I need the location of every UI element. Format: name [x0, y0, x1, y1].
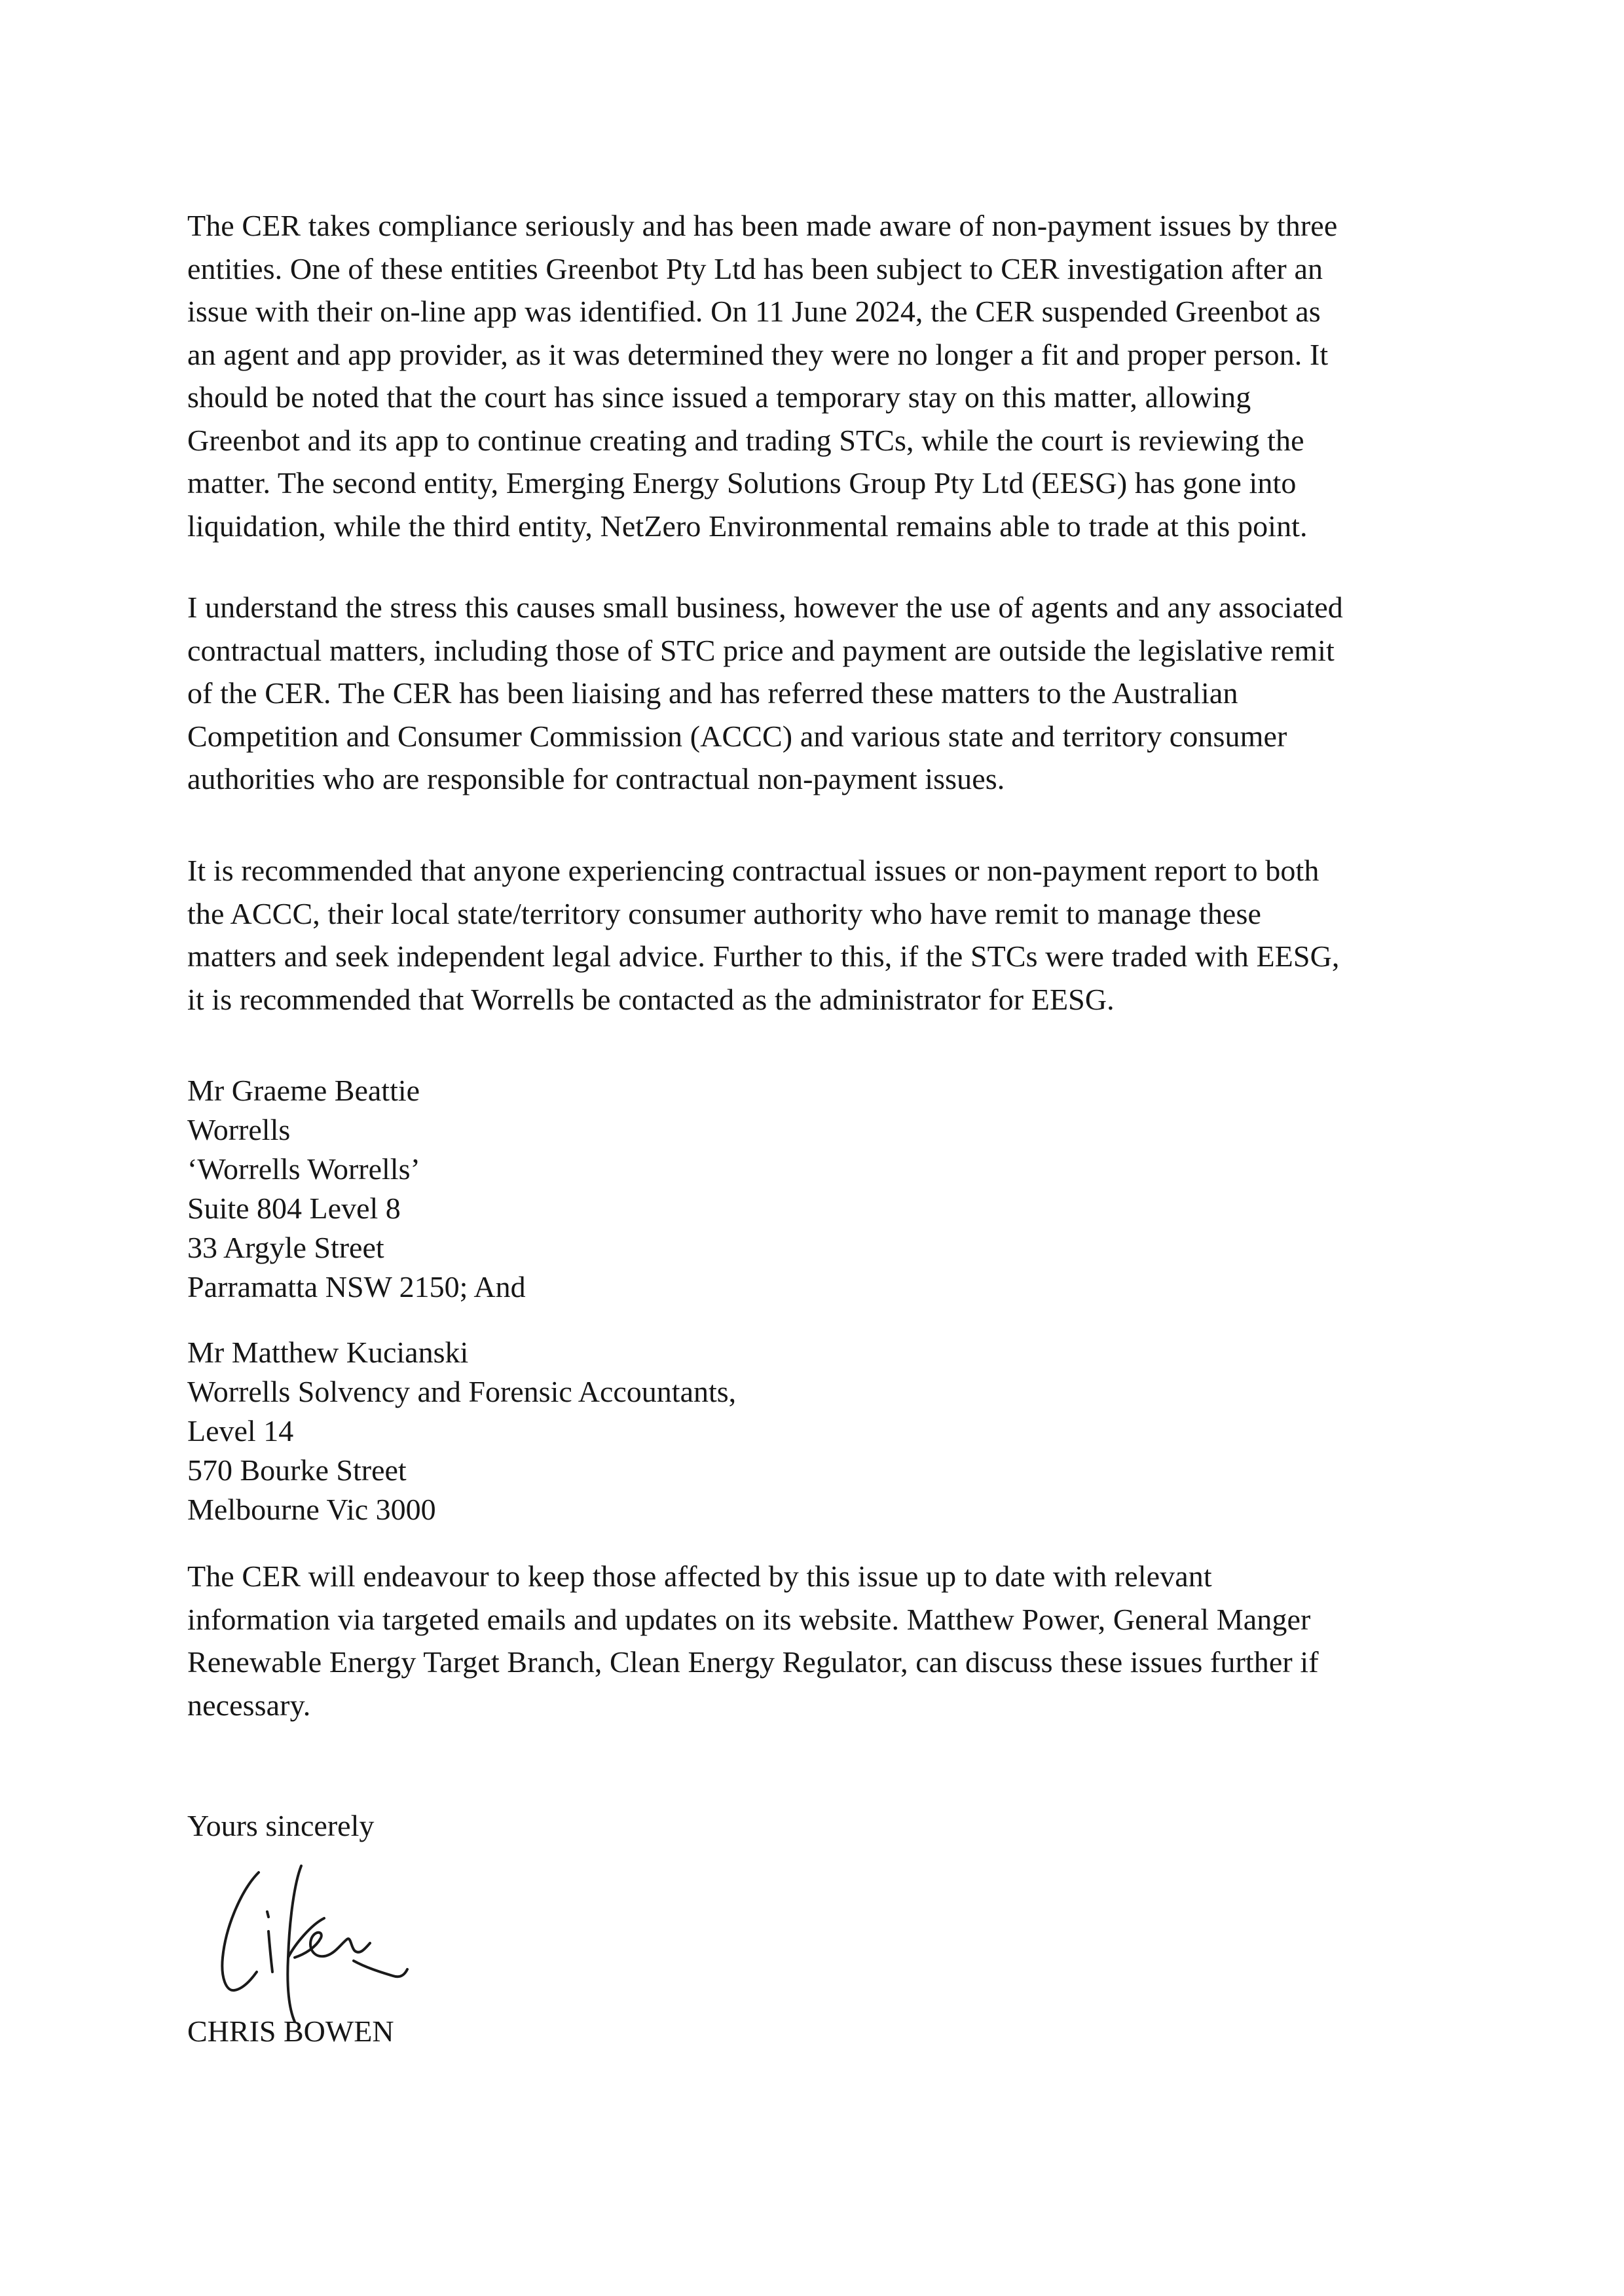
- address-line: Melbourne Vic 3000: [187, 1493, 436, 1526]
- text-line: authorities who are responsible for contractual non-payment issues.: [187, 762, 1005, 795]
- address-line: Mr Matthew Kucianski: [187, 1336, 469, 1369]
- address-line: ‘Worrells Worrells’: [187, 1152, 420, 1186]
- handwritten-signature: [196, 1827, 432, 2023]
- text-line: necessary.: [187, 1688, 311, 1722]
- text-line: it is recommended that Worrells be contacted as the administrator for EESG.: [187, 982, 1115, 1016]
- closing-salutation: Yours sincerely: [187, 1809, 375, 1842]
- address-line: Worrells Solvency and Forensic Accountants,: [187, 1375, 737, 1408]
- address-line: Parramatta NSW 2150; And: [187, 1270, 526, 1303]
- text-line: issue with their on-line app was identified. On 11 June 2024, the CER suspended Greenbot as: [187, 295, 1321, 328]
- text-line: The CER will endeavour to keep those affected by this issue up to date with relevant: [187, 1559, 1212, 1593]
- text-line: matters and seek independent legal advice. Further to this, if the STCs were traded with EESG,: [187, 939, 1340, 973]
- text-line: Renewable Energy Target Branch, Clean Energy Regulator, can discuss these issues further if: [187, 1645, 1319, 1679]
- paragraph-updates: [187, 1555, 1497, 1726]
- text-line: contractual matters, including those of STC price and payment are outside the legislative remit: [187, 633, 1335, 667]
- text-line: The CER takes compliance seriously and has been made aware of non-payment issues by three: [187, 209, 1338, 242]
- text-line: of the CER. The CER has been liaising and has referred these matters to the Australian: [187, 676, 1238, 710]
- address-line: Level 14: [187, 1414, 294, 1448]
- text-line: I understand the stress this causes small business, however the use of agents and any associated: [187, 591, 1343, 624]
- address-block-beattie: [187, 1071, 526, 1307]
- text-line: an agent and app provider, as it was determined they were no longer a fit and proper person. It: [187, 337, 1329, 371]
- paragraph-compliance: [187, 204, 1497, 547]
- text-line: the ACCC, their local state/territory consumer authority who have remit to manage these: [187, 896, 1261, 930]
- text-line: It is recommended that anyone experiencing contractual issues or non-payment report to both: [187, 854, 1320, 887]
- text-line: information via targeted emails and updates on its website. Matthew Power, General Manger: [187, 1602, 1311, 1636]
- text-line: Greenbot and its app to continue creating and trading STCs, while the court is reviewing the: [187, 423, 1304, 457]
- text-line: Competition and Consumer Commission (ACCC) and various state and territory consumer: [187, 719, 1287, 753]
- address-line: Worrells: [187, 1113, 291, 1146]
- text-line: entities. One of these entities Greenbot Pty Ltd has been subject to CER investigation after an: [187, 251, 1323, 285]
- signer-name: CHRIS BOWEN: [187, 2014, 394, 2048]
- address-line: 570 Bourke Street: [187, 1453, 407, 1487]
- text-line: matter. The second entity, Emerging Energy Solutions Group Pty Ltd (EESG) has gone into: [187, 466, 1297, 500]
- paragraph-recommendation: [187, 849, 1497, 1021]
- text-line: should be noted that the court has since issued a temporary stay on this matter, allowing: [187, 380, 1251, 414]
- address-block-kucianski: [187, 1333, 736, 1529]
- address-line: Mr Graeme Beattie: [187, 1074, 420, 1107]
- address-line: 33 Argyle Street: [187, 1231, 384, 1264]
- text-line: liquidation, while the third entity, NetZero Environmental remains able to trade at this point.: [187, 509, 1308, 543]
- address-line: Suite 804 Level 8: [187, 1192, 401, 1225]
- paragraph-remit: [187, 586, 1497, 801]
